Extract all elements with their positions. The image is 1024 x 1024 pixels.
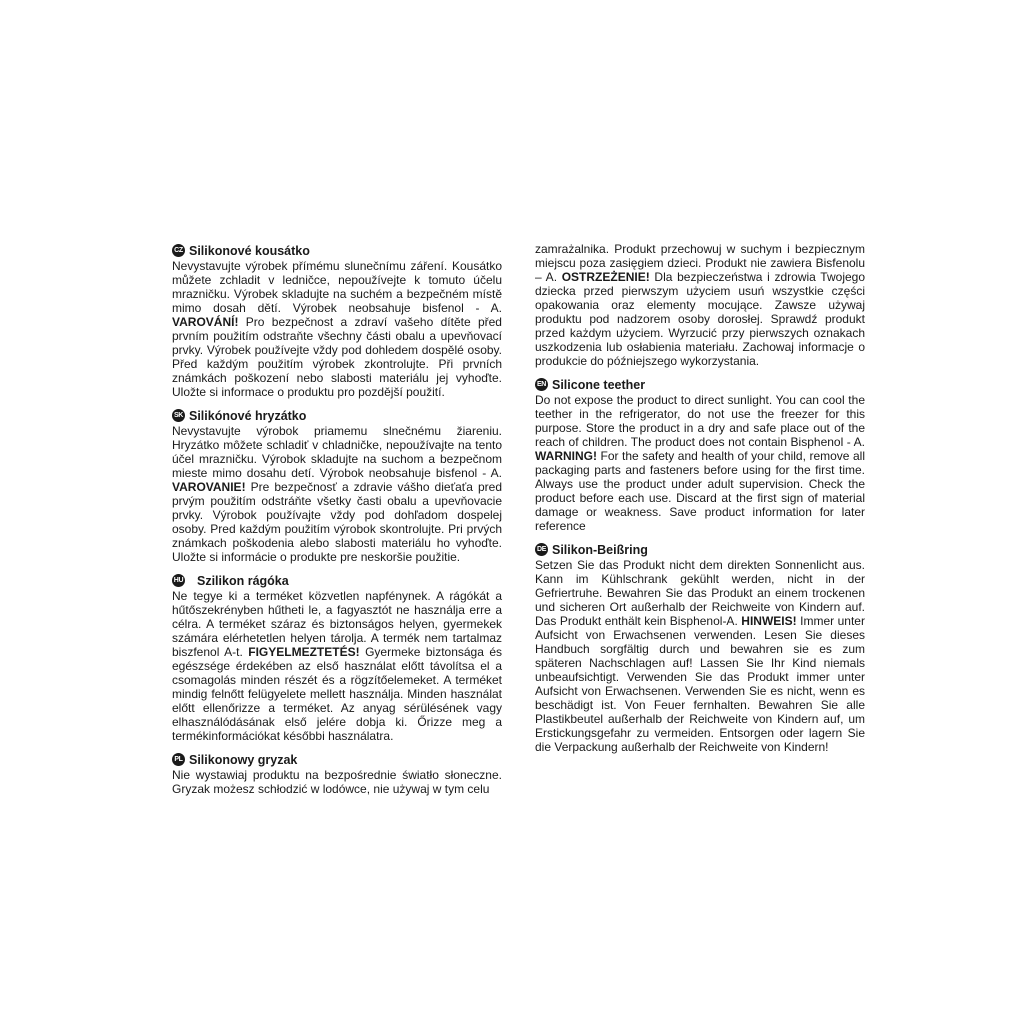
section-sk xyxy=(172,407,502,564)
section-hu xyxy=(172,572,502,743)
warning-label: WARNING! xyxy=(535,449,597,463)
section-en xyxy=(535,376,865,533)
section-body xyxy=(535,393,865,533)
body-text: zamrażalnika. Produkt przechowuj w suchym i bezpiecznym miejscu poza zasięgiem dzieci. Produkt nie zawiera Bisfenolu – A. xyxy=(535,242,865,284)
language-badge-sk: SK xyxy=(172,409,185,422)
right-column xyxy=(535,242,865,762)
body-text: Immer unter Aufsicht von Erwachsenen verwenden. Lesen Sie dieses Handbuch sorgfältig durch und bewahren sie es zum späteren Nachschlagen auf! Lassen Sie Ihr Kind niemals unbeaufsichtigt. Verwenden Sie das Produkt immer unter Aufsicht von Erwachsenen. Verwenden Sie es nicht, wenn es beschädigt ist. Von Feuer fernhalten. Bewahren Sie alle Plastikbeutel außerhalb der Reichweite von Kindern auf, um Erstickungsgefahr zu vermeiden. Entsorgen oder lagern Sie die Verpackung außerhalb der Reichweite von Kindern! xyxy=(535,614,865,754)
section-cz xyxy=(172,242,502,399)
language-badge-de: DE xyxy=(535,543,548,556)
section-header xyxy=(172,572,502,589)
section-header xyxy=(172,407,502,424)
body-text: Nevystavujte výrobek přímému slunečnímu záření. Kousátko můžete zchladit v ledničce, nepoužívejte k tomuto účelu mrazničku. Výrobek skladujte na suchém a bezpečném místě mimo dosah dětí. Výrobek neobsahuje bisfenol - A. xyxy=(172,259,502,315)
body-text: Dla bezpieczeństwa i zdrowia Twojego dziecka przed pierwszym użyciem usuń wszystkie części opakowania oraz elementy mocujące. Zawsze używaj produktu pod nadzorem osoby dorosłej. Sprawdź produkt przed każdym użyciem. Wyrzucić przy pierwszych oznakach uszkodzenia lub osłabienia materiału. Zachowaj informacje o produkcie do późniejszego wykorzystania. xyxy=(535,270,866,368)
language-badge-en: EN xyxy=(535,378,548,391)
warning-label: VAROVÁNÍ! xyxy=(172,315,239,329)
section-title: Silicone teether xyxy=(552,377,646,392)
body-text: For the safety and health of your child, remove all packaging parts and fasteners before using for the first time. Always use the product under adult supervision. Check the product before each use. Discard at the first sign of material damage or weakness. Save product information for later reference xyxy=(535,449,865,533)
body-text: Setzen Sie das Produkt nicht dem direkten Sonnenlicht aus. Kann im Kühlschrank gekühlt werden, nicht in der Gefriertruhe. Bewahren Sie das Produkt an einem trockenen und sicheren Ort außerhalb der Reichweite von Kindern auf. Das Produkt enthält kein Bisphenol-A. xyxy=(535,558,865,628)
section-header xyxy=(535,376,865,393)
warning-label: HINWEIS! xyxy=(741,614,797,628)
body-text: Pre bezpečnosť a zdravie vášho dieťaťa pred prvým použitím odstráňte všetky časti obalu a upevňovacie prvky. Výrobok používajte vždy pod dohľadom dospelej osoby. Pred každým použitím výrobok skontrolujte. Pri prvých známkach poškodenia alebo slabosti materiálu ho vyhoďte. Uložte si informácie o produkte pre neskoršie použitie. xyxy=(172,480,502,564)
section-body xyxy=(172,424,502,564)
body-text: Pro bezpečnost a zdraví vašeho dítěte před prvním použitím odstraňte všechny části obalu a upevňovací prvky. Výrobek používejte vždy pod dohledem dospělé osoby. Před každým použitím výrobek zkontrolujte. Při prvních známkách poškození nebo slabosti materiálu jej vyhoďte. Uložte si informace o produktu pro pozdější použití. xyxy=(172,315,502,399)
section-body xyxy=(535,558,865,754)
section-body xyxy=(172,259,502,399)
language-badge-pl: PL xyxy=(172,753,185,766)
section-header xyxy=(172,751,502,768)
warning-label: FIGYELMEZTETÉS! xyxy=(248,645,360,659)
left-column xyxy=(172,242,502,804)
body-text: Nevystavujte výrobok priamemu slnečnému žiareniu. Hryzátko môžete schladiť v chladničke, nepoužívajte na tento účel mrazničku. Výrobok skladujte na suchom a bezpečnom mieste mimo dosahu detí. Výrobok neobsahuje bisfenol - A. xyxy=(172,424,502,480)
language-badge-cz: CZ xyxy=(172,244,185,257)
section-title: Silikonowy gryzak xyxy=(189,752,298,767)
section-title: Silikónové hryzátko xyxy=(189,408,307,423)
body-text: Nie wystawiaj produktu na bezpośrednie światło słoneczne. Gryzak możesz schłodzić w lodówce, nie używaj w tym celu xyxy=(172,768,502,796)
body-text: Do not expose the product to direct sunlight. You can cool the teether in the refrigerator, do not use the freezer for this purpose. Store the product in a dry and safe place out of the reach of children. The product does not contain Bisphenol - A. xyxy=(535,393,865,449)
section-title: Szilikon rágóka xyxy=(197,573,289,588)
section-header xyxy=(172,242,502,259)
section-body xyxy=(535,242,865,368)
section-de xyxy=(535,541,865,754)
section-pl xyxy=(172,751,502,796)
warning-label: VAROVANIE! xyxy=(172,480,246,494)
section-body xyxy=(172,589,502,743)
body-text: Ne tegye ki a terméket közvetlen napfénynek. A rágókát a hűtőszekrényben hűtheti le, a fagyasztót ne használja erre a célra. A terméket száraz és biztonságos helyen, gyermekek számára elérhetetlen helyen tárolja. A termék nem tartalmaz biszfenol A-t. xyxy=(172,589,502,659)
language-badge-hu: HU xyxy=(172,574,185,587)
body-text: Gyermeke biztonsága és egészsége érdekében az első használat előtt távolítsa el a csomagolás minden részét és a rögzítőelemeket. A terméket mindig felnőtt felügyelete mellett használja. Minden használat előtt ellenőrizze a terméket. Az anyag sérülésének vagy elhasználódásának első jelére dobja ki. Őrizze meg a termékinformációkat későbbi használatra. xyxy=(172,645,503,743)
section-pl-continued xyxy=(535,242,865,368)
section-body xyxy=(172,768,502,796)
section-title: Silikonové kousátko xyxy=(189,243,310,258)
section-header xyxy=(535,541,865,558)
warning-label: OSTRZEŻENIE! xyxy=(561,270,650,284)
section-title: Silikon-Beißring xyxy=(552,542,648,557)
